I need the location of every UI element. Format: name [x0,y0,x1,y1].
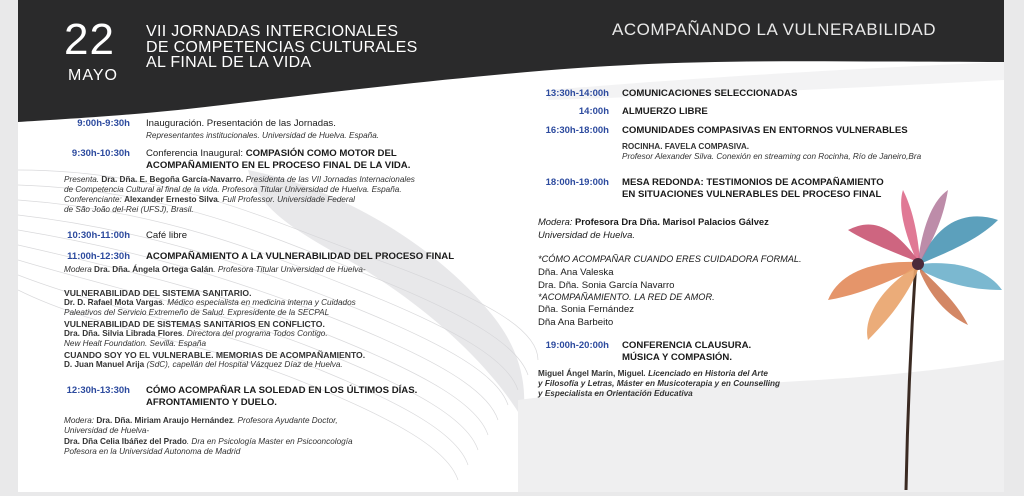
session-title: Inauguración. Presentación de las Jornadas. [146,118,336,129]
person-name: Miguel Ángel Marín, Miguel [538,369,644,378]
person-name: Dra. Dña. E. Begoña García-Navarro. [101,175,244,184]
person-name: D. Juan Manuel Arija [64,360,145,369]
speaker: Dña Ana Barbeito [538,317,614,328]
event-title-line-3: AL FINAL DE LA VIDA [146,54,312,71]
event-month: MAYO [68,67,118,84]
talk-title: VULNERABILIDAD DEL SISTEMA SANITARIO. [64,288,252,298]
event-theme: ACOMPAÑANDO LA VULNERABILIDAD [612,20,937,39]
talk-speaker-detail: Pofesora en la Universidad Autonoma de Madrid [64,447,241,456]
talk-speaker-detail: New Healt Foundation. Sevilla. España [64,339,206,348]
session-title-line-2: MÚSICA Y COMPASIÓN. [622,352,732,363]
session-title: COMUNIDADES COMPASIVAS EN ENTORNOS VULNERABLES [622,125,908,136]
topic: *ACOMPAÑAMIENTO. LA RED DE AMOR. [538,292,715,302]
moderator-detail: Universidad de Huelva- [64,426,150,435]
moderator: Modera: Dra. Dña. Miriam Araujo Hernández. Profesora Ayudante Doctor, [64,416,338,425]
session-title: Café libre [146,230,188,241]
person-name: Dr. D. Rafael Mota Vargas [64,298,163,307]
person-name: Alexander Ernesto Silva [124,195,218,204]
session-time: 11:00h-12:30h [67,251,130,262]
flower-illustration [808,190,1004,490]
session-time: 19:00h-20:00h [545,340,609,351]
speaker: Dra. Dña. Sonia García Navarro [538,280,675,291]
session-title-bold: COMPASIÓN COMO MOTOR DEL [245,148,397,159]
speaker: Dña. Ana Valeska [538,267,614,278]
talk-speaker-detail: y Filosofía y Letras, Máster en Musicoterapia y en Counselling [538,379,781,388]
talk-speaker-detail: Paleativos del Servicio Extremeño de Salud. Expresidente de la SECPAL [64,308,330,317]
talk-speaker: Dra. Dña Celia Ibáñez del Prado. Dra en Psicología Master en Psicooncología [64,437,353,446]
event-title-line-2: DE COMPETENCIAS CULTURALES [146,38,418,56]
person-name: Dra. Dña. Miriam Araujo Hernández [96,416,233,425]
session-time: 10:30h-11:00h [67,230,130,241]
talk-speaker: Dr. D. Rafael Mota Vargas. Médico especialista en medicina interna y Cuidados [64,298,356,307]
event-title-line-1: VII JORNADAS INTERCIONALES [146,23,399,40]
person-name: Dra. Dña. Ángela Ortega Galán [94,265,214,274]
session-title: CÓMO ACOMPAÑAR LA SOLEDAD EN LOS ÚLTIMOS DÍAS. [146,385,418,396]
session-title: CONFERENCIA CLAUSURA. [622,340,752,351]
session-time: 13:30h-14:00h [545,88,609,99]
talk-title: CUANDO SOY YO EL VULNERABLE. MEMORIAS DE ACOMPAÑAMIENTO. [64,350,366,360]
session-title: ALMUERZO LIBRE [622,106,708,117]
session-prefix: Conferencia Inaugural: [146,148,246,159]
talk-speaker: Miguel Ángel Marín, Miguel. Licenciado en Historia del Arte [538,369,768,378]
session-subtitle: Representantes institucionales. Universidad de Huelva. España. [146,131,380,140]
session-detail: de São João del-Rei (UFSJ), Brasil. [64,205,194,214]
topic: *CÓMO ACOMPAÑAR CUANDO ERES CUIDADORA FORMAL. [538,254,802,264]
session-title: ACOMPAÑAMIENTO A LA VULNERABILIDAD DEL PROCESO FINAL [146,251,455,262]
session-title: MESA REDONDA: TESTIMONIOS DE ACOMPAÑAMIENTO [622,177,884,188]
session-time: 9:30h-10:30h [71,148,130,159]
session-detail: de Competencia Cultural al final de la vida. Profesora Titular Universidad de Huelva. España. [64,185,402,194]
person-name: Dra. Dña Celia Ibáñez del Prado [64,437,187,446]
moderator: Modera: Profesora Dra Dña. Marisol Palacios Gálvez [538,216,769,227]
talk-speaker-detail: y Especialista en Orientación Educativa [538,389,693,398]
session-detail: Profesor Alexander Silva. Conexión en streaming con Rocinha, Río de Janeiro,Bra [622,152,922,161]
session-title-line-2: AFRONTAMIENTO Y DUELO. [146,397,277,408]
session-title-line-2: EN SITUACIONES VULNERABLES DEL PROCESO FINAL [622,189,882,200]
session-title: COMUNICACIONES SELECCIONADAS [622,88,798,99]
speaker: Dña. Sonia Fernández [538,304,634,315]
session-subtitle: ROCINHA. FAVELA COMPASIVA. [622,142,750,151]
session-detail: Presenta. Dra. Dña. E. Begoña García-Navarro. Presidenta de las VII Jornadas Internacionales [64,175,415,184]
session-time: 14:00h [578,106,609,117]
session-time: 18:00h-19:00h [545,177,609,188]
person-name: Profesora Dra Dña. Marisol Palacios Gálvez [575,216,769,227]
talk-title: VULNERABILIDAD DE SISTEMAS SANITARIOS EN CONFLICTO. [64,319,325,329]
person-name: Dra. Dña. Silvia Librada Flores [64,329,183,338]
talk-speaker: D. Juan Manuel Arija (SdC), capellán del Hospital Vázquez Díaz de Huelva. [64,360,343,369]
session-time: 16:30h-18:00h [545,125,609,136]
talk-speaker: Dra. Dña. Silvia Librada Flores. Directora del programa Todos Contigo. [64,329,328,338]
moderator: Modera Dra. Dña. Ángela Ortega Galán. Profesora Titular Universidad de Huelva- [64,265,366,274]
program-sheet [18,0,1004,492]
moderator-detail: Universidad de Huelva. [538,229,635,240]
session-time: 9:00h-9:30h [77,118,130,129]
session-title [146,148,397,159]
session-title-line-2: ACOMPAÑAMIENTO EN EL PROCESO FINAL DE LA VIDA. [146,160,411,171]
event-day: 22 [64,15,115,64]
session-time: 12:30h-13:30h [66,385,130,396]
session-detail: Conferenciante: Alexander Ernesto Silva. Full Professor. Universidade Federal [64,195,355,204]
event-title [146,24,418,71]
